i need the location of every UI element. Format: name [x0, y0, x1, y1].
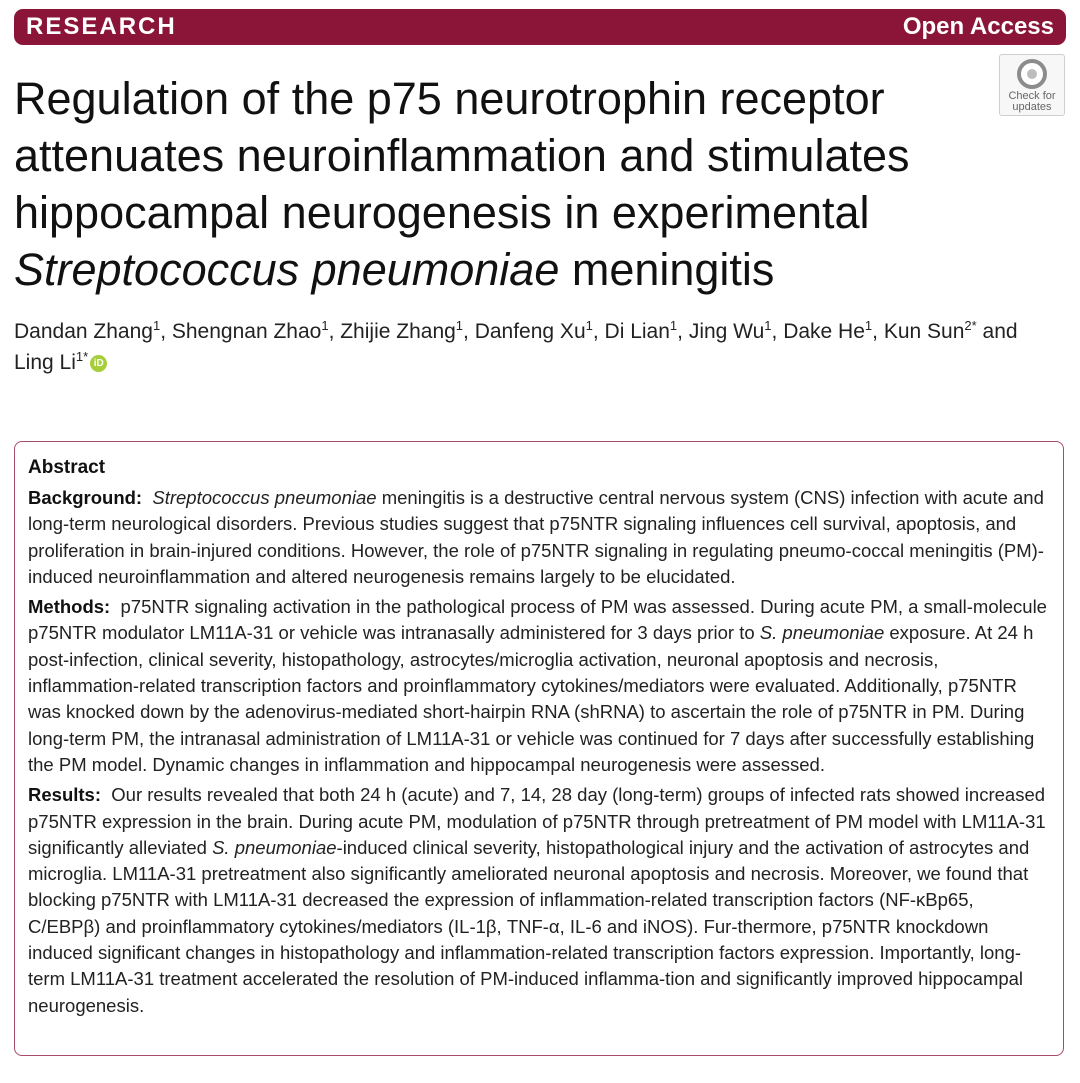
title-line-4-rest: meningitis — [559, 244, 775, 295]
check-for-updates-icon — [1017, 59, 1047, 89]
author-separator: , — [677, 320, 689, 343]
results-species: S. pneumoniae — [212, 836, 337, 858]
background-species: Streptococcus pneumoniae — [152, 487, 377, 508]
methods-label: Methods: — [28, 596, 111, 618]
abstract-heading: Abstract — [28, 457, 106, 478]
author-affiliation: 1* — [75, 349, 89, 364]
author-affiliation: 1 — [321, 318, 329, 333]
title-line-2: attenuates neuroinflammation and stimulates — [14, 130, 910, 181]
abstract-background — [28, 485, 1049, 590]
check-for-updates-button[interactable] — [999, 54, 1065, 116]
author-affiliation: 2* — [964, 318, 977, 333]
header-bar — [14, 9, 1066, 45]
results-text-1: Our results revealed that both 24 h (acute) and 7, 14, 28 day (long-term) groups of infected rats showed increased p75NTR expression in the brain. During acute PM, modulation of p75NTR through pretreatment of PM model with LM11A-31 significantly alleviated — [28, 784, 1046, 858]
author-separator: , — [872, 320, 884, 343]
author-affiliation: 1 — [764, 318, 772, 333]
author-list — [14, 316, 1054, 378]
author-name[interactable]: Di Lian — [604, 320, 670, 343]
author-affiliation: 1 — [669, 318, 678, 333]
author-separator: and — [976, 320, 1018, 343]
author-affiliation: 1 — [864, 318, 873, 333]
article-type-label: RESEARCH — [26, 13, 177, 40]
author-separator: , — [463, 320, 475, 343]
methods-species: S. pneumoniae — [759, 622, 885, 644]
author-affiliation: 1 — [152, 318, 161, 333]
article-title — [14, 70, 1014, 298]
open-access-label[interactable]: Open Access — [902, 13, 1054, 40]
abstract-results — [28, 782, 1049, 1019]
results-text-2: -induced clinical severity, histopathological injury and the activation of astrocytes and microglia. LM11A-31 pretreatment also significantly ameliorated neuronal apoptosis and necrosis. Moreover, we found that blocking p75NTR with LM11A-31 decreased the expression of inflammation-related transcription factors (NF-κBp65, C/EBPβ) and proinflammatory cytokines/mediators (IL-1β, TNF-α, IL-6 and iNOS). Fur-thermore, p75NTR knockdown induced significant changes in histopathology and inflammation-related transcription factors expression. Importantly, long-term LM11A-31 treatment accelerated the resolution of PM-induced inflamma-tion and significantly improved hippocampal neurogenesis. — [28, 836, 1030, 1016]
author-affiliation: 1 — [585, 318, 593, 333]
check-for-updates-label: Check for updates — [1008, 90, 1056, 113]
background-text: meningitis is a destructive central nervous system (CNS) infection with acute and long-term neurological disorders. Previous studies suggest that p75NTR signaling influences cell survival, apoptosis, and proliferation in brain-injured conditions. However, the role of p75NTR signaling in regulating pneumo-coccal meningitis (PM)-induced neuroinflammation and altered neurogenesis remains largely to be elucidated. — [28, 487, 1044, 587]
author-name[interactable]: Dandan Zhang — [14, 320, 153, 343]
author-separator: , — [328, 320, 341, 343]
author-name[interactable]: Kun Sun — [883, 320, 965, 343]
background-label: Background: — [28, 487, 143, 508]
author-name[interactable]: Dake He — [783, 320, 865, 343]
author-affiliation: 1 — [455, 318, 464, 333]
author-name[interactable]: Jing Wu — [688, 320, 765, 343]
author-separator: , — [771, 320, 784, 343]
orcid-icon[interactable]: iD — [90, 355, 107, 372]
author-name[interactable]: Ling Li — [14, 351, 76, 374]
abstract-box — [14, 441, 1064, 1056]
methods-text-1: p75NTR signaling activation in the pathological process of PM was assessed. During acute PM, a small-molecule p75NTR modulator LM11A-31 or vehicle was intranasally administered for 3 days prior to — [28, 596, 1047, 644]
results-label: Results: — [28, 784, 101, 806]
author-name[interactable]: Danfeng Xu — [474, 320, 586, 343]
author-name[interactable]: Zhijie Zhang — [340, 320, 456, 343]
title-species: Streptococcus pneumoniae — [14, 244, 560, 295]
title-line-3: hippocampal neurogenesis in experimental — [14, 187, 870, 238]
author-separator: , — [592, 320, 605, 343]
author-name[interactable]: Shengnan Zhao — [171, 320, 322, 343]
author-separator: , — [160, 320, 172, 343]
abstract-methods — [28, 594, 1049, 778]
methods-text-2: exposure. At 24 h post-infection, clinical severity, histopathology, astrocytes/microglia activation, neuronal apoptosis and necrosis, inflammation-related transcription factors and proinflammatory cytokines/mediators were evaluated. Additionally, p75NTR was knocked down by the adenovirus-mediated short-hairpin RNA (shRNA) to ascertain the role of p75NTR in PM. During long-term PM, the intranasal administration of LM11A-31 or vehicle was continued for 7 days after successfully establishing the PM model. Dynamic changes in inflammation and hippocampal neurogenesis were assessed. — [28, 622, 1035, 775]
title-line-1: Regulation of the p75 neurotrophin receptor — [14, 73, 885, 124]
